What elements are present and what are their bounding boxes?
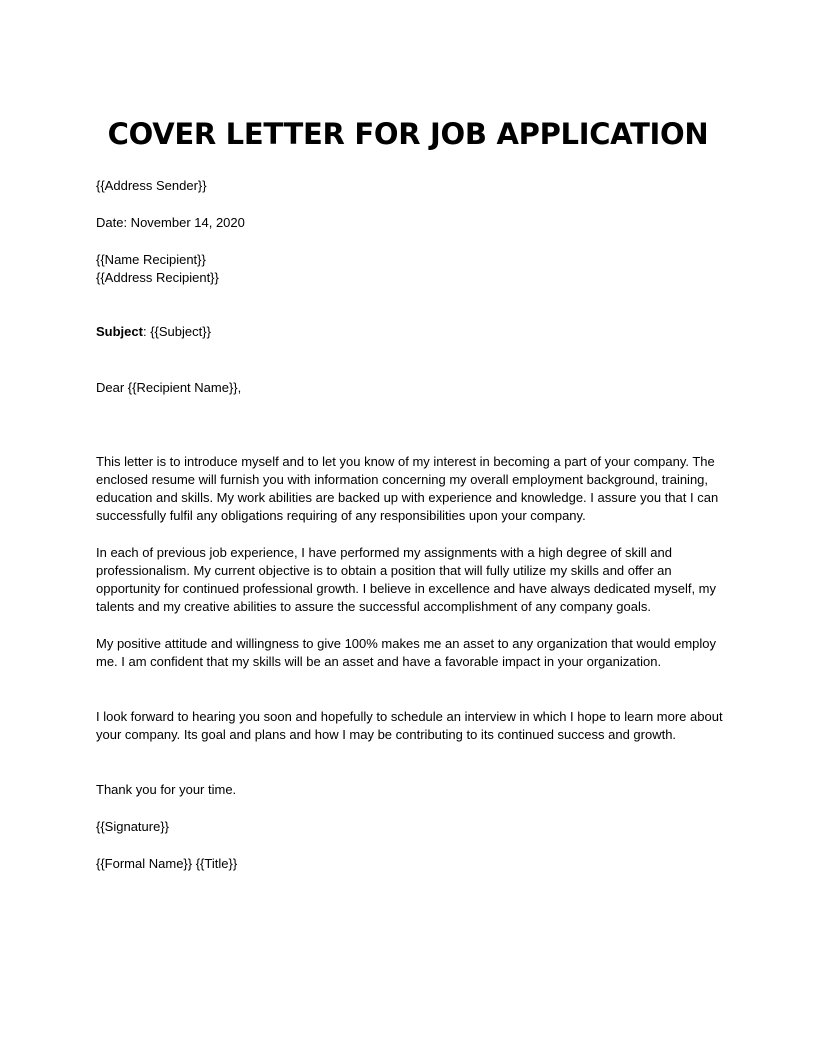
closing-line: Thank you for your time. (96, 782, 237, 797)
formal-name-title: {{Formal Name}} {{Title}} (96, 856, 238, 871)
sender-address: {{Address Sender}} (96, 178, 207, 193)
document-title: COVER LETTER FOR JOB APPLICATION (107, 117, 709, 151)
greeting: Dear {{Recipient Name}}, (96, 380, 242, 395)
body-paragraph: I look forward to hearing you soon and hopefully to schedule an interview in which I hope to learn more about your company. Its goal and plans and how I may be contributing to its continued success and growth. (96, 709, 723, 742)
body-paragraph: My positive attitude and willingness to give 100% makes me an asset to any organization that would employ me. I am confident that my skills will be an asset and have a favorable impact in your organization. (96, 636, 717, 669)
recipient-address: {{Address Recipient}} (96, 270, 219, 285)
body-paragraph: In each of previous job experience, I have performed my assignments with a high degree of skill and professionalism. My current objective is to obtain a position that will fully utilize my skills and offer an opportunity for continued professional growth. I believe in excellence and have always dedicated myself, my talents and my creative abilities to assure the successful accomplishment of any company goals. (96, 545, 717, 614)
subject-label: Subject (96, 324, 143, 339)
subject-value: {{Subject}} (146, 324, 211, 339)
date-line: Date: November 14, 2020 (96, 215, 245, 230)
signature-placeholder: {{Signature}} (96, 819, 170, 834)
subject-separator: : (142, 324, 147, 339)
recipient-name: {{Name Recipient}} (96, 252, 206, 267)
body-paragraph: This letter is to introduce myself and to let you know of my interest in becoming a part of your company. The enclosed resume will furnish you with information concerning my overall employment background, training, education and skills. My work abilities are backed up with experience and knowledge. I assure you that I can successfully fulfil any obligations requiring of any responsibilities upon your company. (96, 454, 719, 523)
subject-line (96, 323, 211, 341)
